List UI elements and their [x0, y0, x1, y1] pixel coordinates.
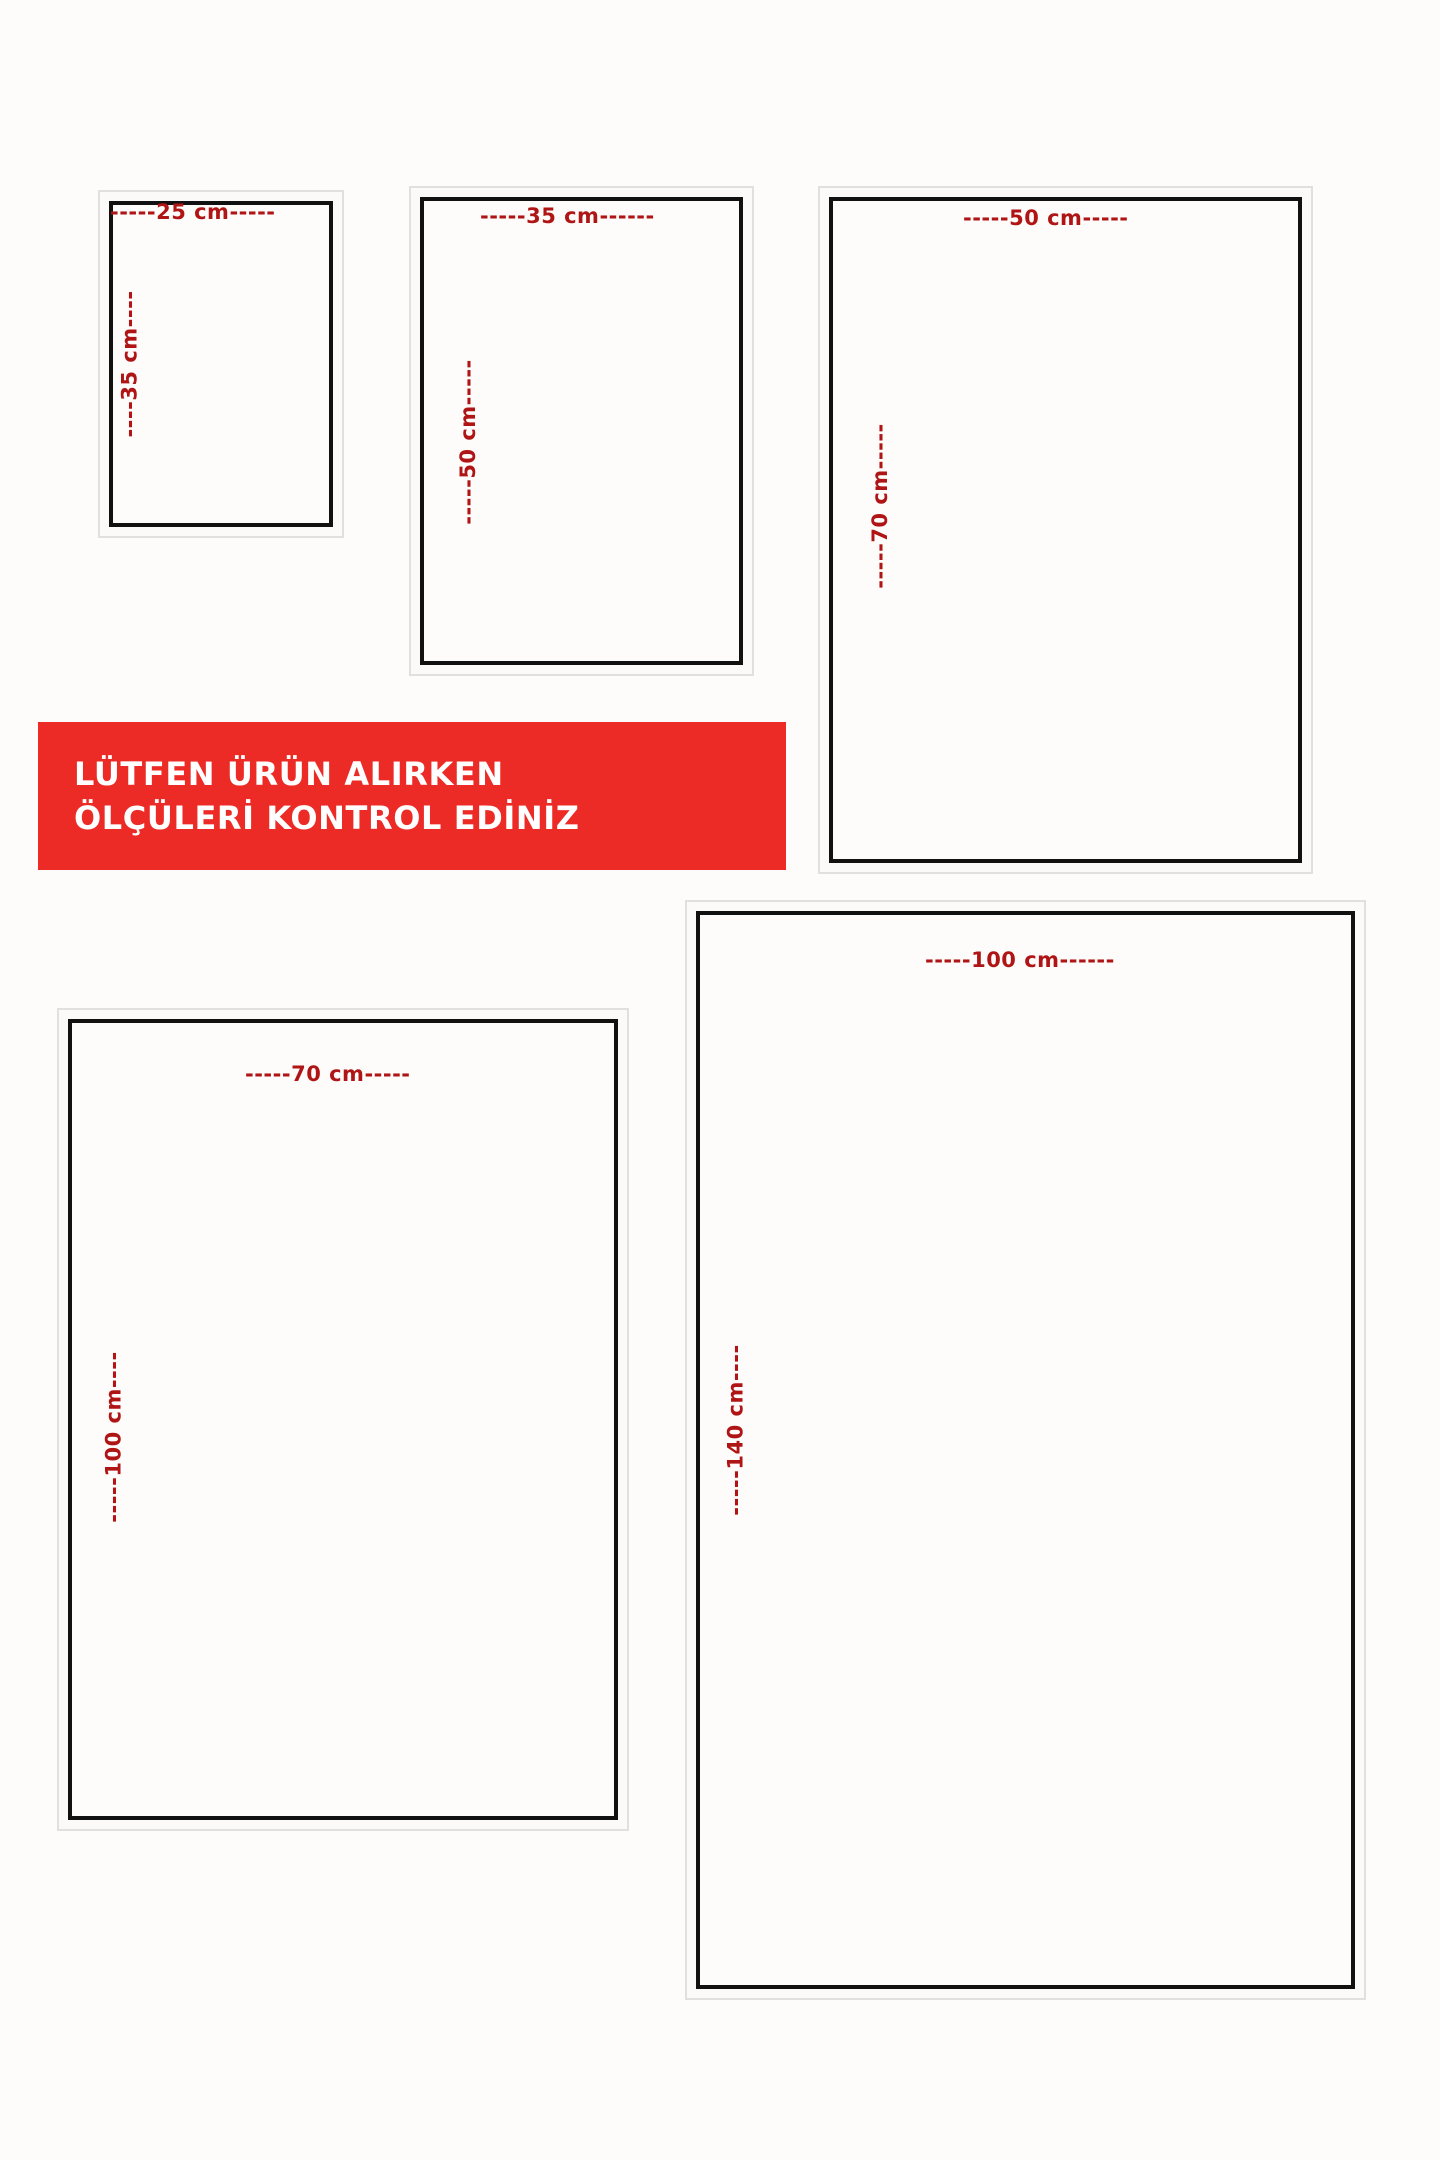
frame-100x140-inner: [696, 911, 1355, 1989]
frame-70x100: [57, 1008, 629, 1831]
frame-25x35-height-label: ----35 cm----: [117, 290, 142, 438]
frame-50x70-width-label: -----50 cm-----: [963, 206, 1129, 230]
frame-70x100-inner: [68, 1019, 618, 1820]
warning-banner-line1: LÜTFEN ÜRÜN ALIRKEN: [74, 754, 504, 793]
warning-banner-line2: ÖLÇÜLERİ KONTROL EDİNİZ: [74, 799, 580, 837]
warning-banner: [38, 722, 786, 870]
frame-100x140-height-label: -----140 cm----: [723, 1344, 748, 1516]
frame-50x70-inner: [829, 197, 1302, 863]
frame-100x140: [685, 900, 1366, 2000]
frame-25x35-width-label: -----25 cm-----: [110, 200, 276, 224]
frame-35x50-height-label: -----50 cm-----: [455, 359, 480, 525]
frame-70x100-height-label: -----100 cm----: [101, 1351, 126, 1523]
frame-25x35-inner: [109, 201, 333, 527]
frame-50x70: [818, 186, 1313, 874]
frame-100x140-width-label: -----100 cm------: [925, 948, 1115, 972]
frame-70x100-width-label: -----70 cm-----: [245, 1062, 411, 1086]
frame-50x70-height-label: -----70 cm-----: [867, 423, 892, 589]
frame-35x50-width-label: -----35 cm------: [480, 204, 655, 228]
